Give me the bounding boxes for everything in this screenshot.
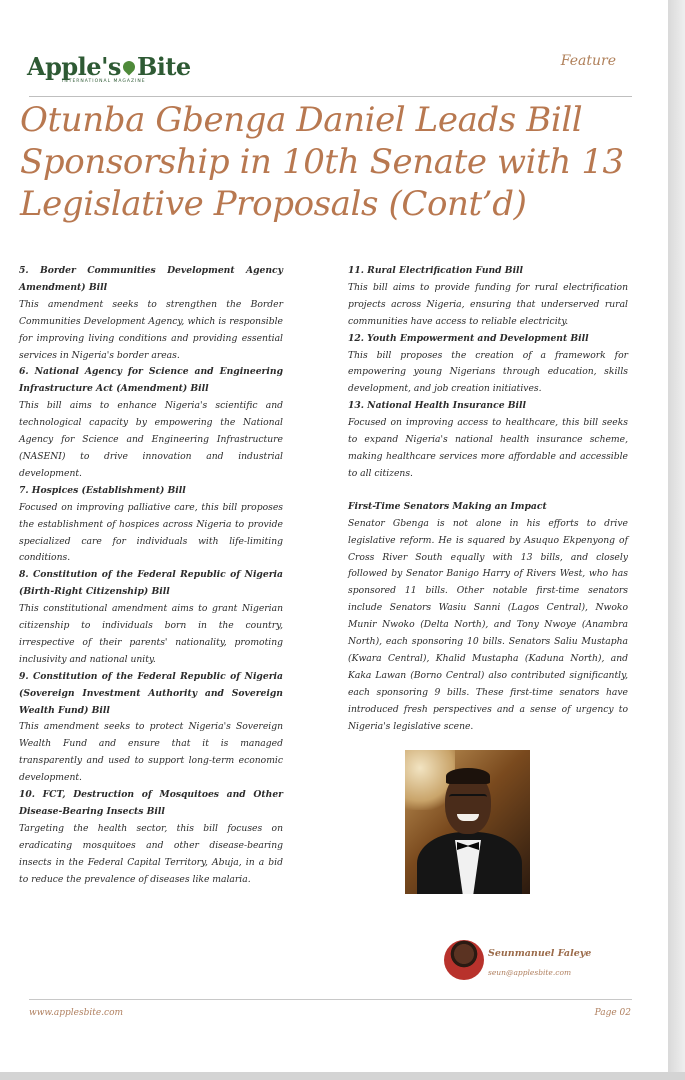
- page-number: Page 02: [594, 1008, 631, 1018]
- bill-heading: 6. National Agency for Science and Engineering Infrastructure Act (Amendment) Bill: [19, 366, 283, 395]
- bill-heading: 11. Rural Electrification Fund Bill: [348, 265, 524, 276]
- bill-description: This amendment seeks to protect Nigeria's Sovereign Wealth Fund and ensure that it is managed transparently and used to support long-term economic development.: [19, 721, 283, 784]
- bill-description: This constitutional amendment aims to grant Nigerian citizenship to individuals born in the country, irrespective of their parents' nationality, promoting inclusivity and national unity.: [19, 603, 283, 665]
- bill-heading: 5. Border Communities Development Agency Amendment) Bill: [19, 265, 283, 293]
- logo-tagline: INTERNATIONAL MAGAZINE: [62, 79, 146, 84]
- bill-description: This bill aims to enhance Nigeria's scientific and technological capacity by empowering the National Agency for Science and Engineering Infrastructure (NASENI) to drive innovation and industrial development.: [19, 400, 283, 479]
- bill-description: This amendment seeks to strengthen the Border Communities Development Agency, which is responsible for improving living conditions and providing essential services in Nigeria's border areas.: [19, 298, 283, 361]
- article-headline: Otunba Gbenga Daniel Leads Bill Sponsorship in 10th Senate with 13 Legislative Proposals (Cont’d): [20, 100, 624, 224]
- left-column: [19, 263, 283, 889]
- logo-text-apples: Apple's: [27, 52, 121, 81]
- author-avatar: [444, 940, 484, 980]
- bill-heading: 8. Constitution of the Federal Republic of Nigeria (Birth-Right Citizenship) Bill: [19, 569, 283, 598]
- page-edge-shadow: [668, 0, 685, 1080]
- footer-divider: [29, 999, 632, 1000]
- author-name: Seunmanuel Faleye: [488, 948, 592, 959]
- page-bottom-edge: [0, 1072, 685, 1080]
- first-time-senators-heading: First-Time Senators Making an Impact: [348, 500, 547, 512]
- senator-photo: [405, 750, 530, 894]
- author-email: seun@applesbite.com: [488, 968, 572, 977]
- bill-heading: 9. Constitution of the Federal Republic of Nigeria (Sovereign Investment Authority and Sovereign Wealth Fund) Bill: [19, 670, 283, 716]
- first-time-senators-body: Senator Gbenga is not alone in his efforts to drive legislative reform. He is squared by Asuquo Ekpenyong of Cross River South equally with 13 bills, and closely followed by Senator Banigo Harry of Rivers West, who has sponsored 11 bills. Other notable first-time senators include Senators Wasiu Sanni (Lagos Central), Nwoko Munir Nwoko (Delta North), and Tony Nwoye (Anambra North), each sponsoring 10 bills. Senators Saliu Mustapha (Kwara Central), Khalid Mustapha (Kaduna North), and Kaka Lawan (Borno Central) also contributed significantly, each sponsoring 9 bills. These first-time senators have introduced fresh perspectives and a sense of urgency to Nigeria's legislative scene.: [348, 517, 628, 732]
- bill-description: Focused on improving access to healthcare, this bill seeks to expand Nigeria's national health insurance scheme, making healthcare services more affordable and accessible to all citizens.: [348, 417, 628, 479]
- apple-leaf-icon: [120, 59, 137, 76]
- bill-heading: 12. Youth Empowerment and Development Bill: [348, 332, 589, 344]
- right-column: [348, 263, 628, 735]
- logo-text-bite: Bite: [136, 52, 191, 81]
- bill-description: This bill proposes the creation of a framework for empowering young Nigerians through education, skills development, and job creation initiatives.: [348, 349, 628, 395]
- brand-logo: [27, 52, 191, 81]
- section-label: Feature: [560, 53, 616, 69]
- bill-description: Targeting the health sector, this bill focuses on eradicating mosquitoes and other disease-bearing insects in the Federal Capital Territory, Abuja, in a bid to reduce the prevalence of diseases like malaria.: [19, 822, 283, 885]
- bill-heading: 10. FCT, Destruction of Mosquitoes and Other Disease-Bearing Insects Bill: [19, 789, 283, 817]
- bill-heading: 7. Hospices (Establishment) Bill: [19, 484, 186, 496]
- header-divider: [29, 96, 632, 97]
- bill-description: Focused on improving palliative care, this bill proposes the establishment of hospices across Nigeria to provide specialized care for individuals with life-limiting conditions.: [19, 501, 283, 564]
- bill-description: This bill aims to provide funding for rural electrification projects across Nigeria, ensuring that underserved rural communities have access to reliable electricity.: [348, 281, 628, 327]
- bill-heading: 13. National Health Insurance Bill: [348, 400, 526, 412]
- footer-website-link[interactable]: www.applesbite.com: [29, 1008, 124, 1018]
